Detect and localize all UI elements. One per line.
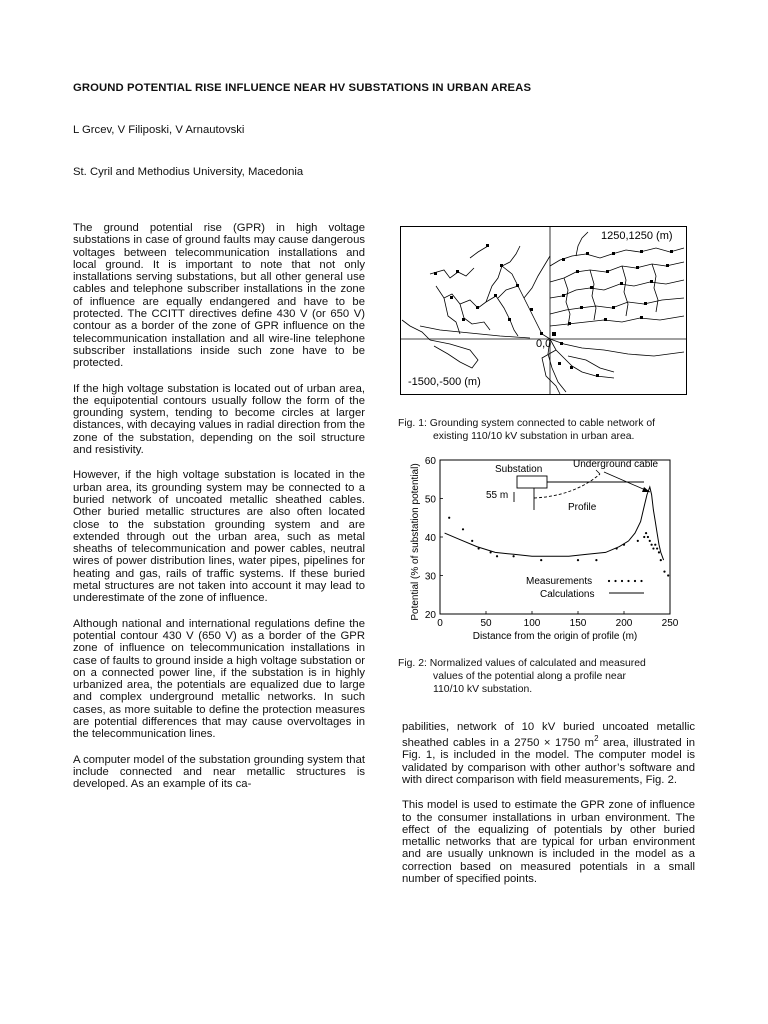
legend-calculations-label: Calculations [540, 589, 595, 600]
measurement-point [643, 536, 645, 538]
fig1-label-origin: 0,0 [536, 338, 552, 350]
measurement-point [652, 547, 654, 549]
measurement-point [654, 544, 656, 546]
inset-substation-label: Substation [495, 464, 543, 475]
paragraph: A computer model of the substation grounding system that include connected and near metallic structures is developed. As an example of its ca- [73, 753, 365, 791]
fig1-label-top-right: 1250,1250 (m) [601, 230, 673, 242]
measurement-point [658, 551, 660, 553]
paragraph: This model is used to estimate the GPR zone of influence to the consumer installations in urban environment. The effect of the equalizing of potentials by other buried metallic networks that are typical for urban environment and are usually unknown is included in the model as a correction based on measured potentials in a small number of specified points. [402, 799, 695, 886]
figure2-chart [404, 452, 690, 648]
paper-affiliation: St. Cyril and Methodius University, Macedonia [73, 166, 304, 178]
measurement-point [647, 536, 649, 538]
chart-legend [526, 576, 644, 600]
y-tick-label: 20 [424, 610, 436, 621]
legend-dot [614, 580, 616, 582]
legend-dot [627, 580, 629, 582]
y-tick-label: 60 [424, 456, 436, 467]
fig1-label-bottom-left: -1500,-500 (m) [408, 376, 481, 388]
caption-line: 110/10 kV substation. [433, 684, 533, 695]
x-tick-label: 200 [615, 618, 633, 629]
figure2-caption [398, 657, 646, 696]
measurement-point [660, 559, 662, 561]
measurement-point [513, 555, 515, 557]
calculations-line [445, 487, 664, 560]
paper-title: GROUND POTENTIAL RISE INFLUENCE NEAR HV SUBSTATIONS IN URBAN AREAS [73, 82, 532, 94]
x-tick-label: 250 [661, 618, 679, 629]
x-tick-label: 50 [480, 618, 492, 629]
superscript: 2 [594, 734, 599, 744]
paragraph: If the high voltage substation is located out of urban area, the equipotential contours usually follow the form of the grounding system, tending to become circles at larger distances, with decaying values in radial direction from the zone of the substation, depending on the soil structure and resistivity. [73, 382, 365, 457]
measurement-point [540, 559, 542, 561]
caption-line: Fig. 2: Normalized values of calculated and measured [398, 658, 646, 669]
paragraph-part: pabilities, network of 10 kV buried uncoated metallic sheathed cables in a 2750 × 1750 m [402, 721, 695, 750]
measurement-point [645, 532, 647, 534]
paragraph: Although national and international regulations define the potential contour 430 V (650 V) as a border of the GPR zone of influence on telecommunication installations in case of faults to ground inside a high voltage substation or on a connected power line, if the substation is in highly urbanized area, the potentials are equalized due to large and complex underground metallic networks. In such cases, as more suitable to define the protection measures are potential differences that may cause overvoltages in the telecommunication lines. [73, 617, 365, 741]
measurement-point [656, 547, 658, 549]
y-tick-label: 40 [424, 533, 436, 544]
caption-line: existing 110/10 kV substation in urban area. [433, 431, 635, 442]
inset-cable-label: Underground cable [573, 459, 659, 470]
measurement-point [637, 540, 639, 542]
paragraph [402, 721, 695, 786]
measurement-point [649, 540, 651, 542]
left-column [73, 222, 365, 803]
legend-dot [621, 580, 623, 582]
y-tick-label: 50 [424, 494, 436, 506]
inset-profile-label: Profile [568, 502, 597, 513]
right-column [402, 721, 695, 898]
measurement-point [448, 517, 450, 519]
measurement-point [663, 571, 665, 573]
y-axis-label: Potential (% of substation potential) [410, 463, 421, 621]
measurement-point [496, 555, 498, 557]
x-tick-label: 100 [523, 618, 541, 629]
legend-dot [608, 580, 610, 582]
caption-line: values of the potential along a profile near [433, 671, 626, 682]
legend-measurements-label: Measurements [526, 576, 593, 587]
figure1-caption [398, 417, 655, 443]
x-tick-label: 0 [437, 618, 443, 629]
measurement-point [651, 544, 653, 546]
inset-depth-label: 55 m [486, 490, 509, 501]
legend-dot [640, 580, 642, 582]
profile-inset [486, 459, 658, 513]
measurement-point [595, 559, 597, 561]
x-tick-label: 150 [569, 618, 587, 629]
measurement-point [667, 574, 669, 576]
measurement-point [462, 528, 464, 530]
legend-measurements-marker [608, 580, 643, 582]
figure1-map [400, 226, 688, 398]
measurement-point [577, 559, 579, 561]
legend-dot [634, 580, 636, 582]
paragraph-part: area, illustrated in Fig. 1, is included in the model. The computer model is validated by comparison with other author’s software and with direct comparison with field measurements, Fig. 2. [402, 737, 695, 786]
paragraph: The ground potential rise (GPR) in high voltage substations in case of ground faults may cause dangerous voltages between telecommunication installations and local ground. It is important to note that not only installations serving substations, but all other general use cables and telephone subscriber installations in the zone of influence are equally endangered and have to be protected. The CCITT directives define 430 V (or 650 V) contour as a border of the zone of GPR influence on the telecommunication installation and all wire-line telephone subscriber installations inside such zone have to be protected. [73, 222, 365, 370]
inset-substation-box [517, 476, 547, 488]
paper-authors: L Grcev, V Filiposki, V Arnautovski [73, 124, 245, 136]
y-tick-label: 30 [424, 571, 436, 583]
paragraph: However, if the high voltage substation is located in the urban area, its grounding system may be connected to a buried network of uncoated metallic sheathed cables. Other buried metallic structures are also often located close to the substation grounding system and are extended through out the urban area, such as metal sheaths of telecommunication and power cables, neutral wires of power distribution lines, water pipes, pipelines for heating and gas, rails of traffic systems. If these buried metal structures are not taken into account it may lead to underestimate of the zone of influence. [73, 469, 365, 605]
measurement-point [471, 540, 473, 542]
x-axis-label: Distance from the origin of profile (m) [472, 631, 638, 642]
inset-profile-path [534, 474, 600, 498]
caption-line: Fig. 1: Grounding system connected to cable network of [398, 418, 656, 429]
